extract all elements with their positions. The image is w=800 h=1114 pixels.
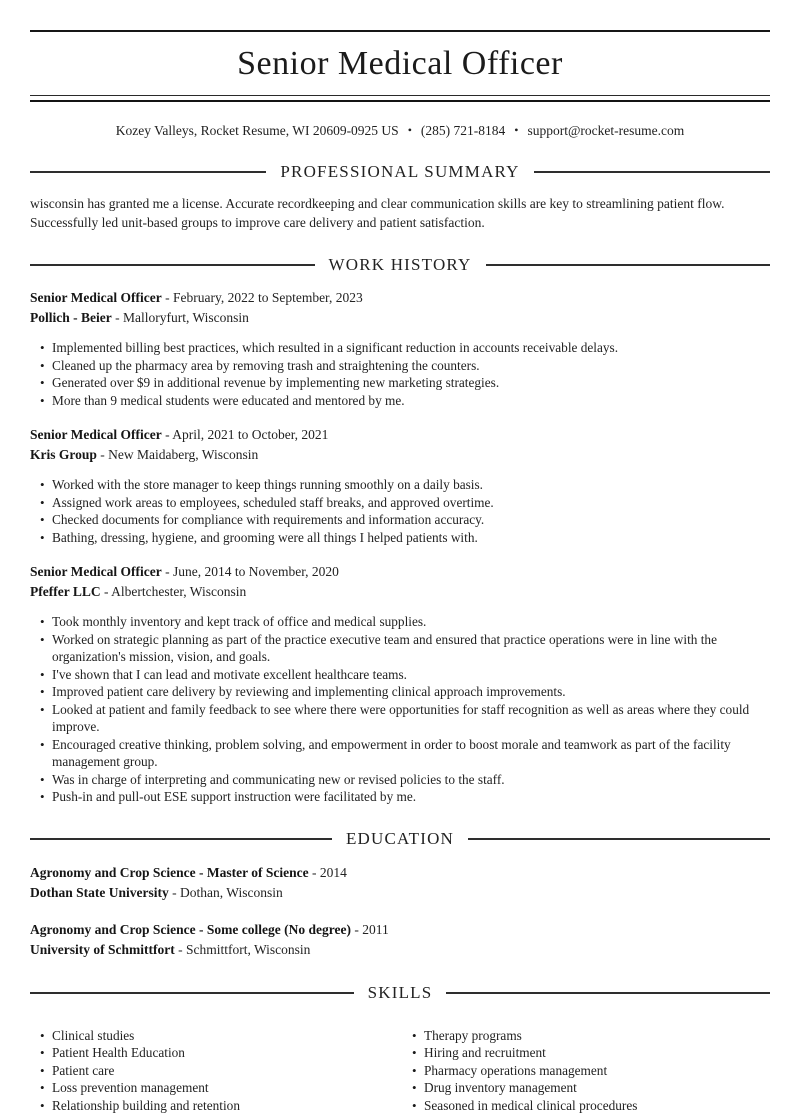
heading-right-rule [468, 838, 770, 840]
job-title-line: Senior Medical Officer - February, 2022 to September, 2023 [30, 288, 770, 308]
job-bullet-item: • Assigned work areas to employees, scheduled staff breaks, and approved overtime. [30, 494, 770, 512]
contact-email: support@rocket-resume.com [527, 123, 684, 138]
education-school-line-rest: Dothan, Wisconsin [180, 885, 283, 900]
contact-separator: • [514, 122, 518, 139]
job-title-line-bold: Senior Medical Officer [30, 290, 162, 305]
skill-item: • Drug inventory management [402, 1079, 770, 1097]
heading-left-rule [30, 838, 332, 840]
job-bullet-item: • Push-in and pull-out ESE support instruction were facilitated by me. [30, 788, 770, 806]
contact-separator: • [408, 122, 412, 139]
job-company-line: Pollich - Beier - Malloryfurt, Wisconsin [30, 308, 770, 328]
page-title: Senior Medical Officer [30, 44, 770, 84]
skills-heading: SKILLS [368, 982, 433, 1004]
section-heading-summary [30, 161, 770, 183]
job-bullet-item: • Bathing, dressing, hygiene, and grooming were all things I helped patients with. [30, 529, 770, 547]
education-degree-line: Agronomy and Crop Science - Some college (No degree) - 2011 [30, 920, 770, 940]
skill-item: • Patient care [30, 1062, 398, 1080]
job-bullet-item: • Improved patient care delivery by reviewing and implementing clinical approach improvements. [30, 683, 770, 701]
header-double-rule [30, 95, 770, 102]
job-bullet-item: • I've shown that I can lead and motivate excellent healthcare teams. [30, 666, 770, 684]
section-heading-education [30, 828, 770, 850]
resume-page [0, 30, 800, 1114]
heading-left-rule [30, 171, 266, 173]
education-entry [30, 920, 770, 960]
job-title-line-bold: Senior Medical Officer [30, 427, 162, 442]
job-company-line: Kris Group - New Maidaberg, Wisconsin [30, 445, 770, 465]
job-entry [30, 425, 770, 546]
heading-left-rule [30, 992, 354, 994]
contact-line [30, 122, 770, 139]
education-school-line-rest: Schmittfort, Wisconsin [186, 942, 310, 957]
contact-address: Kozey Valleys, Rocket Resume, WI 20609-0925 US [116, 123, 399, 138]
skills-list-right [402, 1027, 770, 1114]
job-title-line-rest: June, 2014 to November, 2020 [173, 564, 339, 579]
skill-item: • Therapy programs [402, 1027, 770, 1045]
job-bullet-item: • More than 9 medical students were educated and mentored by me. [30, 392, 770, 410]
job-company-line-rest: New Maidaberg, Wisconsin [108, 447, 258, 462]
heading-right-rule [446, 992, 770, 994]
job-bullet-item: • Checked documents for compliance with requirements and information accuracy. [30, 511, 770, 529]
job-company-line-bold: Pollich - Beier [30, 310, 112, 325]
job-company-line-rest: Malloryfurt, Wisconsin [123, 310, 249, 325]
education-entry [30, 863, 770, 903]
job-bullet-item: • Cleaned up the pharmacy area by removing trash and straightening the counters. [30, 357, 770, 375]
skill-item: • Clinical studies [30, 1027, 398, 1045]
education-degree-line-rest: 2014 [320, 865, 347, 880]
section-heading-work-history [30, 254, 770, 276]
education-heading: EDUCATION [346, 828, 454, 850]
job-bullet-item: • Was in charge of interpreting and communicating new or revised policies to the staff. [30, 771, 770, 789]
work-history-heading: WORK HISTORY [329, 254, 472, 276]
job-company-line: Pfeffer LLC - Albertchester, Wisconsin [30, 582, 770, 602]
skills-columns [30, 1016, 770, 1114]
job-bullet-item: • Encouraged creative thinking, problem solving, and empowerment in order to boost morale and teamwork as part of the facility management group. [30, 736, 770, 771]
summary-heading: PROFESSIONAL SUMMARY [280, 161, 519, 183]
job-title-line: Senior Medical Officer - April, 2021 to October, 2021 [30, 425, 770, 445]
education-degree-line-rest: 2011 [362, 922, 389, 937]
skills-list-left [30, 1027, 398, 1114]
job-title-line: Senior Medical Officer - June, 2014 to November, 2020 [30, 562, 770, 582]
job-bullet-item: • Implemented billing best practices, which resulted in a significant reduction in accounts receivable delays. [30, 339, 770, 357]
job-entry [30, 562, 770, 806]
education-degree-line: Agronomy and Crop Science - Master of Science - 2014 [30, 863, 770, 883]
skill-item: • Pharmacy operations management [402, 1062, 770, 1080]
summary-text: wisconsin has granted me a license. Accurate recordkeeping and clear communication skills are key to streamlining patient flow. Successfully led unit-based groups to improve care delivery and patient satisfaction. [30, 195, 770, 232]
education-school-line: University of Schmittfort - Schmittfort, Wisconsin [30, 940, 770, 960]
skill-item: • Patient Health Education [30, 1044, 398, 1062]
job-company-line-bold: Pfeffer LLC [30, 584, 101, 599]
job-bullets [30, 339, 770, 409]
job-title-line-rest: April, 2021 to October, 2021 [172, 427, 328, 442]
job-company-line-bold: Kris Group [30, 447, 97, 462]
section-heading-skills [30, 982, 770, 1004]
education-entries [30, 863, 770, 960]
skills-column-left [30, 1016, 398, 1114]
education-degree-line-bold: Agronomy and Crop Science - Master of Science [30, 865, 309, 880]
education-school-line: Dothan State University - Dothan, Wisconsin [30, 883, 770, 903]
work-history-entries [30, 288, 770, 806]
skill-item: • Seasoned in medical clinical procedures [402, 1097, 770, 1114]
education-school-line-bold: University of Schmittfort [30, 942, 175, 957]
job-bullets [30, 613, 770, 806]
header-top-rule [30, 30, 770, 32]
job-bullets [30, 476, 770, 546]
skill-item: • Loss prevention management [30, 1079, 398, 1097]
education-school-line-bold: Dothan State University [30, 885, 169, 900]
skill-item: • Relationship building and retention [30, 1097, 398, 1114]
job-bullet-item: • Generated over $9 in additional revenue by implementing new marketing strategies. [30, 374, 770, 392]
job-title-line-bold: Senior Medical Officer [30, 564, 162, 579]
education-degree-line-bold: Agronomy and Crop Science - Some college (No degree) [30, 922, 351, 937]
job-bullet-item: • Worked on strategic planning as part of the practice executive team and ensured that practice operations were in line with the organization's mission, vision, and goals. [30, 631, 770, 666]
job-bullet-item: • Took monthly inventory and kept track of office and medical supplies. [30, 613, 770, 631]
job-bullet-item: • Worked with the store manager to keep things running smoothly on a daily basis. [30, 476, 770, 494]
job-entry [30, 288, 770, 409]
job-bullet-item: • Looked at patient and family feedback to see where there were opportunities for staff recognition as well as areas where they could improve. [30, 701, 770, 736]
heading-right-rule [534, 171, 770, 173]
heading-right-rule [486, 264, 771, 266]
skill-item: • Hiring and recruitment [402, 1044, 770, 1062]
heading-left-rule [30, 264, 315, 266]
skills-column-right [398, 1016, 770, 1114]
contact-phone: (285) 721-8184 [421, 123, 505, 138]
job-title-line-rest: February, 2022 to September, 2023 [173, 290, 363, 305]
job-company-line-rest: Albertchester, Wisconsin [111, 584, 246, 599]
